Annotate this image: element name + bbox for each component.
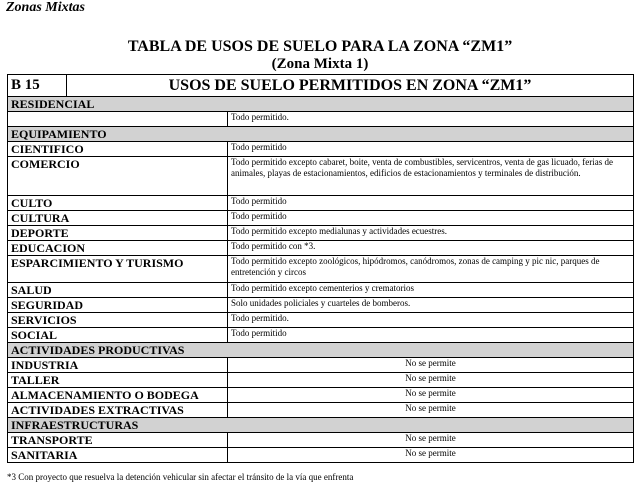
use-permission: Todo permitido excepto zoológicos, hipódromos, canódromos, zonas de camping y pic nic, parques de entretención y circos (228, 256, 634, 283)
category-row (8, 97, 634, 112)
use-name: TALLER (8, 373, 228, 388)
table-row (8, 328, 634, 343)
header-inner (8, 75, 633, 96)
use-permission: Todo permitido (228, 142, 634, 157)
use-permission: Todo permitido excepto cementerios y crematorios (228, 283, 634, 298)
use-permission: No se permite (228, 358, 634, 373)
use-name: CIENTIFICO (8, 142, 228, 157)
use-name: SALUD (8, 283, 228, 298)
use-name: SOCIAL (8, 328, 228, 343)
table-row (8, 283, 634, 298)
use-permission: Todo permitido. (228, 112, 634, 127)
table-row (8, 211, 634, 226)
land-use-table-body (8, 75, 634, 463)
use-name: INDUSTRIA (8, 358, 228, 373)
table-header-cell (8, 75, 634, 97)
use-permission: Todo permitido excepto medialunas y actividades ecuestres. (228, 226, 634, 241)
use-permission: Todo permitido (228, 328, 634, 343)
use-name: CULTO (8, 196, 228, 211)
use-permission: No se permite (228, 373, 634, 388)
category-row (8, 127, 634, 142)
table-row (8, 433, 634, 448)
category-label: ACTIVIDADES PRODUCTIVAS (8, 343, 634, 358)
category-label: RESIDENCIAL (8, 97, 634, 112)
table-row (8, 313, 634, 328)
table-row (8, 142, 634, 157)
category-row (8, 418, 634, 433)
use-name: ACTIVIDADES EXTRACTIVAS (8, 403, 228, 418)
table-row (8, 373, 634, 388)
use-permission: No se permite (228, 448, 634, 463)
use-permission: Todo permitido con *3. (228, 241, 634, 256)
table-row (8, 298, 634, 313)
use-name: CULTURA (8, 211, 228, 226)
category-row (8, 343, 634, 358)
use-permission: No se permite (228, 433, 634, 448)
use-permission: Solo unidades policiales y cuarteles de bomberos. (228, 298, 634, 313)
table-row (8, 358, 634, 373)
table-row (8, 388, 634, 403)
use-permission: No se permite (228, 403, 634, 418)
use-name: EDUCACION (8, 241, 228, 256)
table-row (8, 256, 634, 283)
use-permission: Todo permitido (228, 196, 634, 211)
table-row (8, 112, 634, 127)
use-permission: Todo permitido. (228, 313, 634, 328)
table-row (8, 196, 634, 211)
use-name: ALMACENAMIENTO O BODEGA (8, 388, 228, 403)
use-name: SERVICIOS (8, 313, 228, 328)
table-row (8, 241, 634, 256)
use-name: ESPARCIMIENTO Y TURISMO (8, 256, 228, 283)
land-use-table (7, 74, 634, 463)
use-permission: Todo permitido (228, 211, 634, 226)
use-name: TRANSPORTE (8, 433, 228, 448)
category-label: EQUIPAMIENTO (8, 127, 634, 142)
table-code: B 15 (8, 75, 67, 96)
use-name (8, 112, 228, 127)
table-row (8, 448, 634, 463)
use-name: DEPORTE (8, 226, 228, 241)
use-name: SEGURIDAD (8, 298, 228, 313)
use-name: COMERCIO (8, 157, 228, 196)
table-row (8, 157, 634, 196)
use-name: SANITARIA (8, 448, 228, 463)
table-header-row (8, 75, 634, 97)
section-label: Zonas Mixtas (6, 0, 85, 15)
table-row (8, 226, 634, 241)
use-permission: No se permite (228, 388, 634, 403)
table-row (8, 403, 634, 418)
table-subtitle: (Zona Mixta 1) (271, 56, 369, 72)
table-header-title: USOS DE SUELO PERMITIDOS EN ZONA “ZM1” (168, 76, 532, 94)
table-title: TABLA DE USOS DE SUELO PARA LA ZONA “ZM1” (127, 38, 513, 55)
category-label: INFRAESTRUCTURAS (8, 418, 634, 433)
footnote: *3 Con proyecto que resuelva la detención vehicular sin afectar el tránsito de la vía que enfrenta (7, 472, 354, 482)
use-permission: Todo permitido excepto cabaret, boite, venta de combustibles, servicentros, venta de gas licuado, ferias de animales, playas de estacionamientos, edificios de estacionamientos y terminales de distribución. (228, 157, 634, 196)
